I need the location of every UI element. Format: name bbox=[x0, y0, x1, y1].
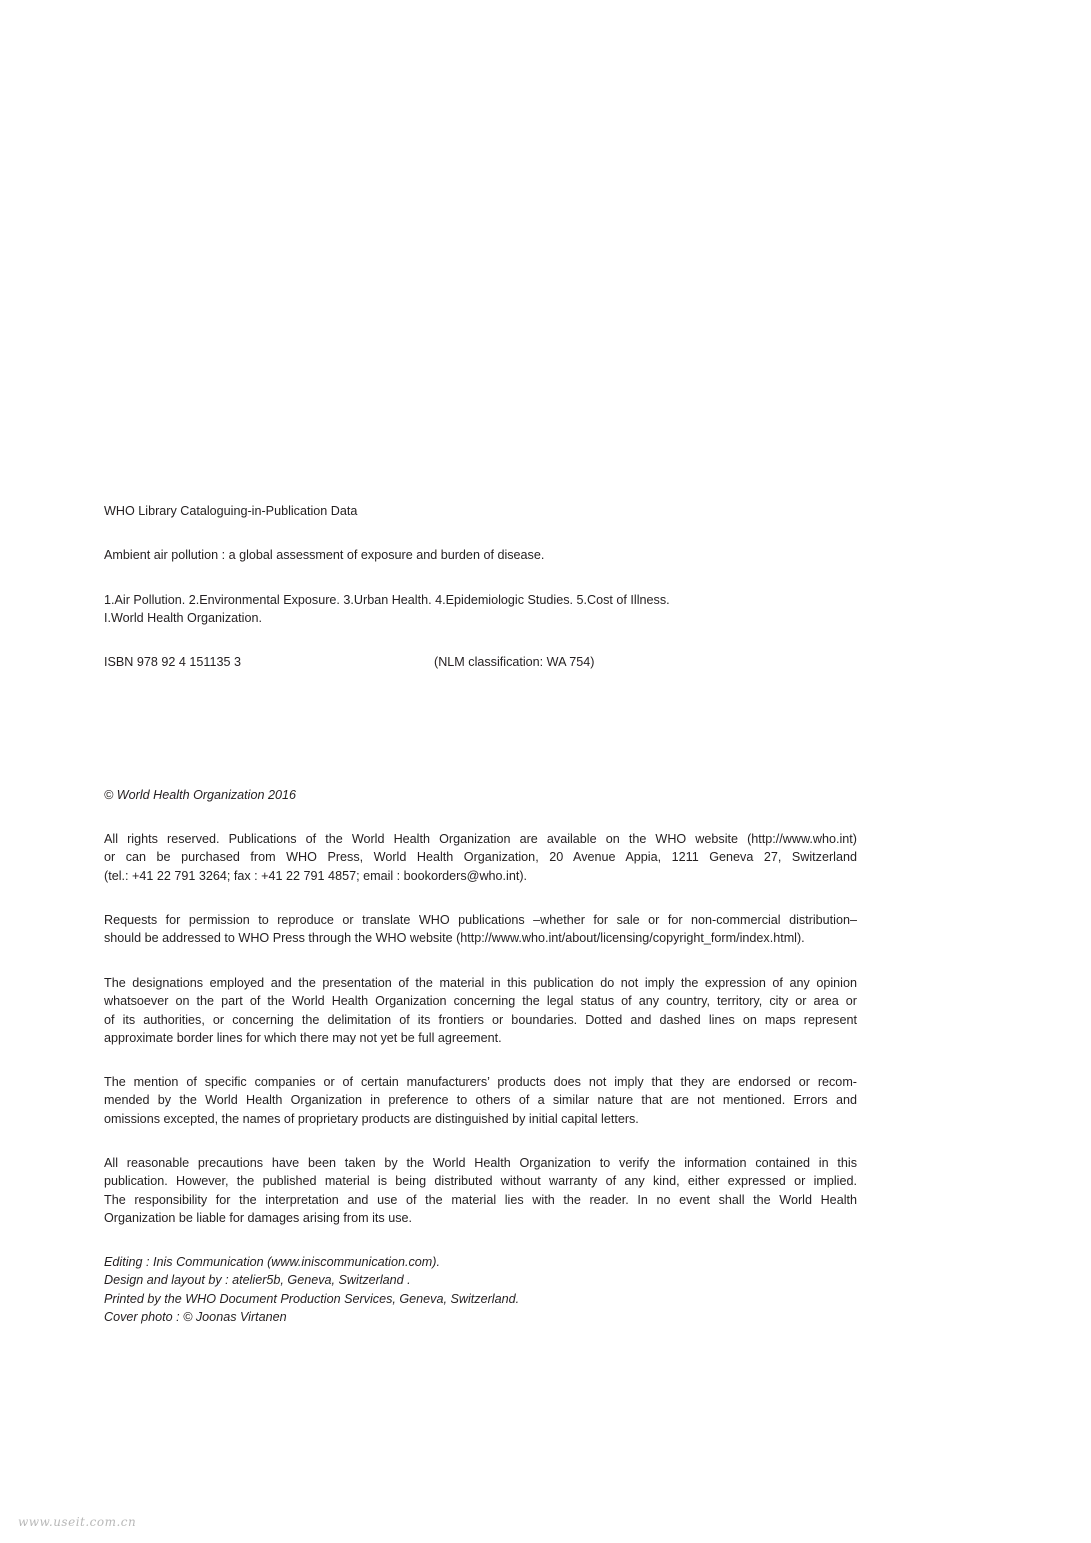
paragraph-line: The responsibility for the interpretation and use of the material lies with the reader. In no event shall the World Health bbox=[104, 1192, 857, 1207]
paragraph-line: All reasonable precautions have been taken by the World Health Organization to verify the information contained in this bbox=[104, 1156, 857, 1170]
credit-cover-photo: Cover photo : © Joonas Virtanen bbox=[104, 1309, 287, 1324]
cip-header bbox=[104, 502, 857, 520]
copyright-notice bbox=[104, 786, 857, 804]
credits bbox=[104, 1253, 857, 1326]
paragraph-line: approximate border lines for which there may not yet be full agreement. bbox=[104, 1030, 502, 1045]
cip-subjects bbox=[104, 591, 857, 628]
credit-printed: Printed by the WHO Document Production Services, Geneva, Switzerland. bbox=[104, 1291, 520, 1306]
paragraph-line: All rights reserved. Publications of the World Health Organization are available on the WHO website (http://www.who.int) bbox=[104, 832, 857, 846]
credit-design: Design and layout by : atelier5b, Geneva, Switzerland . bbox=[104, 1273, 411, 1288]
paragraph-line: omissions excepted, the names of proprietary products are distinguished by initial capital letters. bbox=[104, 1111, 639, 1126]
paragraph-permission bbox=[104, 911, 857, 948]
paragraph-line: The mention of specific companies or of certain manufacturers’ products does not imply that they are endorsed or recom- bbox=[104, 1075, 857, 1089]
paragraph-line: mended by the World Health Organization in preference to others of a similar nature that are not mentioned. Errors and bbox=[104, 1093, 857, 1108]
paragraph-line: Organization be liable for damages arising from its use. bbox=[104, 1210, 412, 1225]
cip-title bbox=[104, 546, 857, 564]
copyright-text: © World Health Organization 2016 bbox=[104, 788, 296, 802]
paragraph-designations bbox=[104, 974, 857, 1047]
credit-editing: Editing : Inis Communication (www.iniscommunication.com). bbox=[104, 1255, 440, 1269]
paragraph-mention bbox=[104, 1073, 857, 1128]
watermark: www.useit.com.cn bbox=[18, 1515, 137, 1529]
paragraph-rights bbox=[104, 830, 857, 885]
paragraph-line: or can be purchased from WHO Press, World Health Organization, 20 Avenue Appia, 1211 Geneva 27, Switzerland bbox=[104, 850, 857, 865]
cip-header-text: WHO Library Cataloguing-in-Publication Data bbox=[104, 504, 358, 518]
paragraph-line: The designations employed and the presentation of the material in this publication do not imply the expression of any opinion bbox=[104, 976, 857, 990]
paragraph-line: should be addressed to WHO Press through the WHO website (http://www.who.int/about/licensing/copyright_form/index.html). bbox=[104, 931, 805, 946]
paragraph-precautions bbox=[104, 1154, 857, 1227]
paragraph-line: whatsoever on the part of the World Health Organization concerning the legal status of any country, territory, city or area or bbox=[104, 994, 857, 1009]
paragraph-line: Requests for permission to reproduce or translate WHO publications –whether for sale or for non-commercial distribution– bbox=[104, 913, 857, 927]
paragraph-line: publication. However, the published material is being distributed without warranty of any kind, either expressed or implied. bbox=[104, 1174, 857, 1189]
paragraph-line: (tel.: +41 22 791 3264; fax : +41 22 791 4857; email : bookorders@who.int). bbox=[104, 868, 528, 883]
cip-subjects-line-2: I.World Health Organization. bbox=[104, 611, 262, 626]
cip-title-text: Ambient air pollution : a global assessment of exposure and burden of disease. bbox=[104, 548, 545, 562]
cip-subjects-line-1: 1.Air Pollution. 2.Environmental Exposure. 3.Urban Health. 4.Epidemiologic Studies. 5.Cost of Illness. bbox=[104, 593, 670, 607]
nlm-classification: (NLM classification: WA 754) bbox=[434, 655, 595, 669]
paragraph-line: of its authorities, or concerning the delimitation of its frontiers or boundaries. Dotted and dashed lines on maps represent bbox=[104, 1012, 857, 1027]
isbn: ISBN 978 92 4 151135 3 bbox=[104, 655, 242, 669]
